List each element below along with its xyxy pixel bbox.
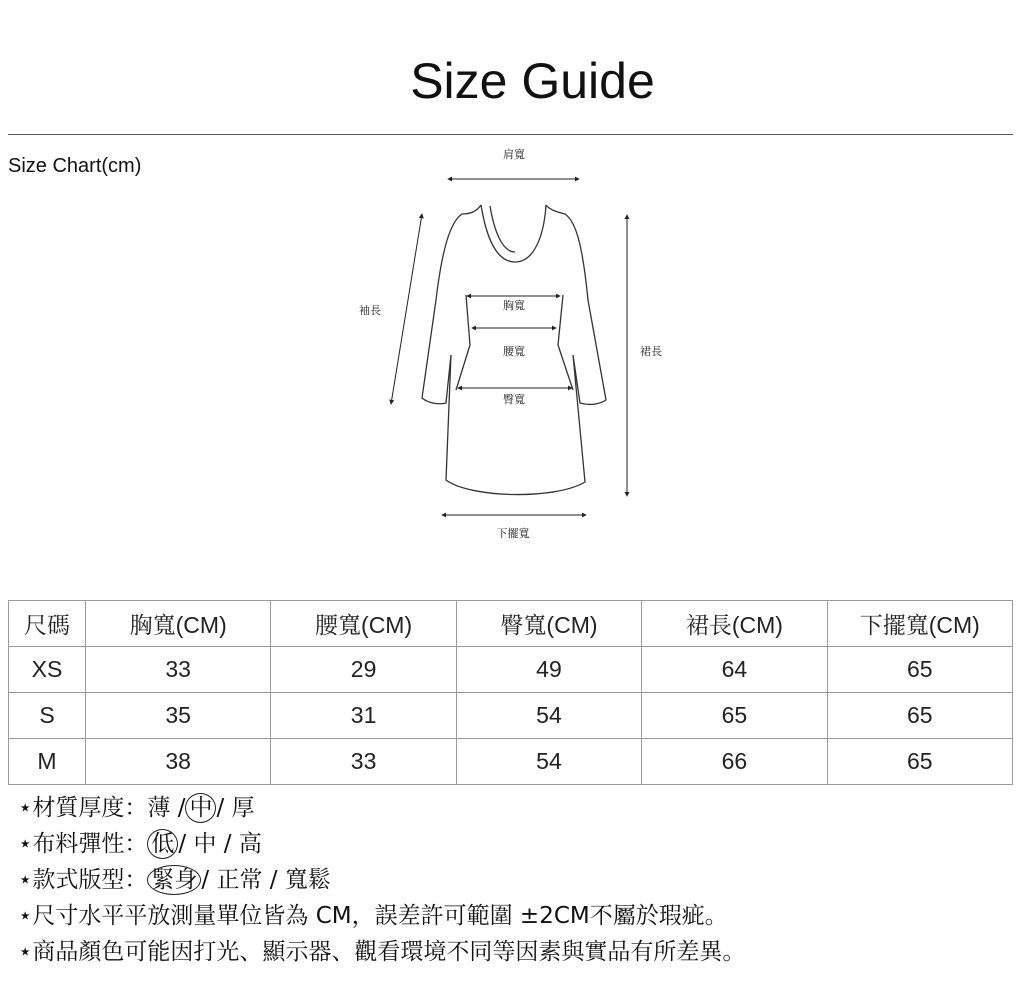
header-skirt-length: 裙長(CM) xyxy=(642,601,827,647)
table-cell: 35 xyxy=(86,693,271,739)
sleeve-arrow xyxy=(391,214,422,404)
label-hem: 下擺寬 xyxy=(496,527,530,540)
table-cell: 29 xyxy=(271,647,456,693)
note-text: / 厚 xyxy=(216,795,255,821)
table-row xyxy=(9,647,1013,693)
table-cell: 65 xyxy=(827,647,1012,693)
table-cell: 54 xyxy=(456,693,641,739)
label-skirt-length: 裙長 xyxy=(640,345,662,358)
header-waist: 腰寬(CM) xyxy=(271,601,456,647)
table-cell: 65 xyxy=(827,693,1012,739)
table-row xyxy=(9,739,1013,785)
notes-list xyxy=(18,790,745,970)
table-cell: 33 xyxy=(86,647,271,693)
note-text: / 中 / 高 xyxy=(178,831,262,857)
note-text: ⋆布料彈性： xyxy=(18,831,148,857)
note-text: / 正常 / 寬鬆 xyxy=(201,867,331,893)
note-fit xyxy=(18,862,745,898)
table-cell: M xyxy=(9,739,86,785)
size-chart-label: Size Chart(cm) xyxy=(8,155,142,177)
table-cell: XS xyxy=(9,647,86,693)
selected-option-circle: 中 xyxy=(185,793,216,823)
table-cell: 33 xyxy=(271,739,456,785)
table-header-row xyxy=(9,601,1013,647)
label-waist: 腰寬 xyxy=(503,345,525,358)
header-size: 尺碼 xyxy=(9,601,86,647)
table-cell: 65 xyxy=(827,739,1012,785)
table-cell: 38 xyxy=(86,739,271,785)
table-cell: 54 xyxy=(456,739,641,785)
header-hip: 臀寬(CM) xyxy=(456,601,641,647)
label-shoulder: 肩寬 xyxy=(503,148,525,161)
page-title: Size Guide xyxy=(410,53,655,109)
note-thickness xyxy=(18,790,745,826)
note-text: ⋆款式版型： xyxy=(18,867,148,893)
table-row xyxy=(9,693,1013,739)
label-chest: 胸寬 xyxy=(503,299,525,312)
table-cell: S xyxy=(9,693,86,739)
label-sleeve: 袖長 xyxy=(359,304,381,317)
selected-option-circle: 低 xyxy=(147,829,178,859)
size-table xyxy=(8,600,1013,785)
header-hem: 下擺寬(CM) xyxy=(827,601,1012,647)
table-cell: 31 xyxy=(271,693,456,739)
label-hip: 臀寬 xyxy=(503,393,525,406)
table-cell: 49 xyxy=(456,647,641,693)
note-color: ⋆商品顏色可能因打光、顯示器、觀看環境不同等因素與實品有所差異。 xyxy=(18,939,746,965)
selected-option-circle: 緊身 xyxy=(147,865,201,895)
table-cell: 66 xyxy=(642,739,827,785)
table-cell: 64 xyxy=(642,647,827,693)
header-chest: 胸寬(CM) xyxy=(86,601,271,647)
table-cell: 65 xyxy=(642,693,827,739)
note-elasticity xyxy=(18,826,745,862)
note-measurement: ⋆尺寸水平平放測量單位皆為 CM，誤差許可範圍 ±2CM不屬於瑕疵。 xyxy=(18,903,728,929)
note-text: ⋆材質厚度：薄 / xyxy=(18,795,186,821)
